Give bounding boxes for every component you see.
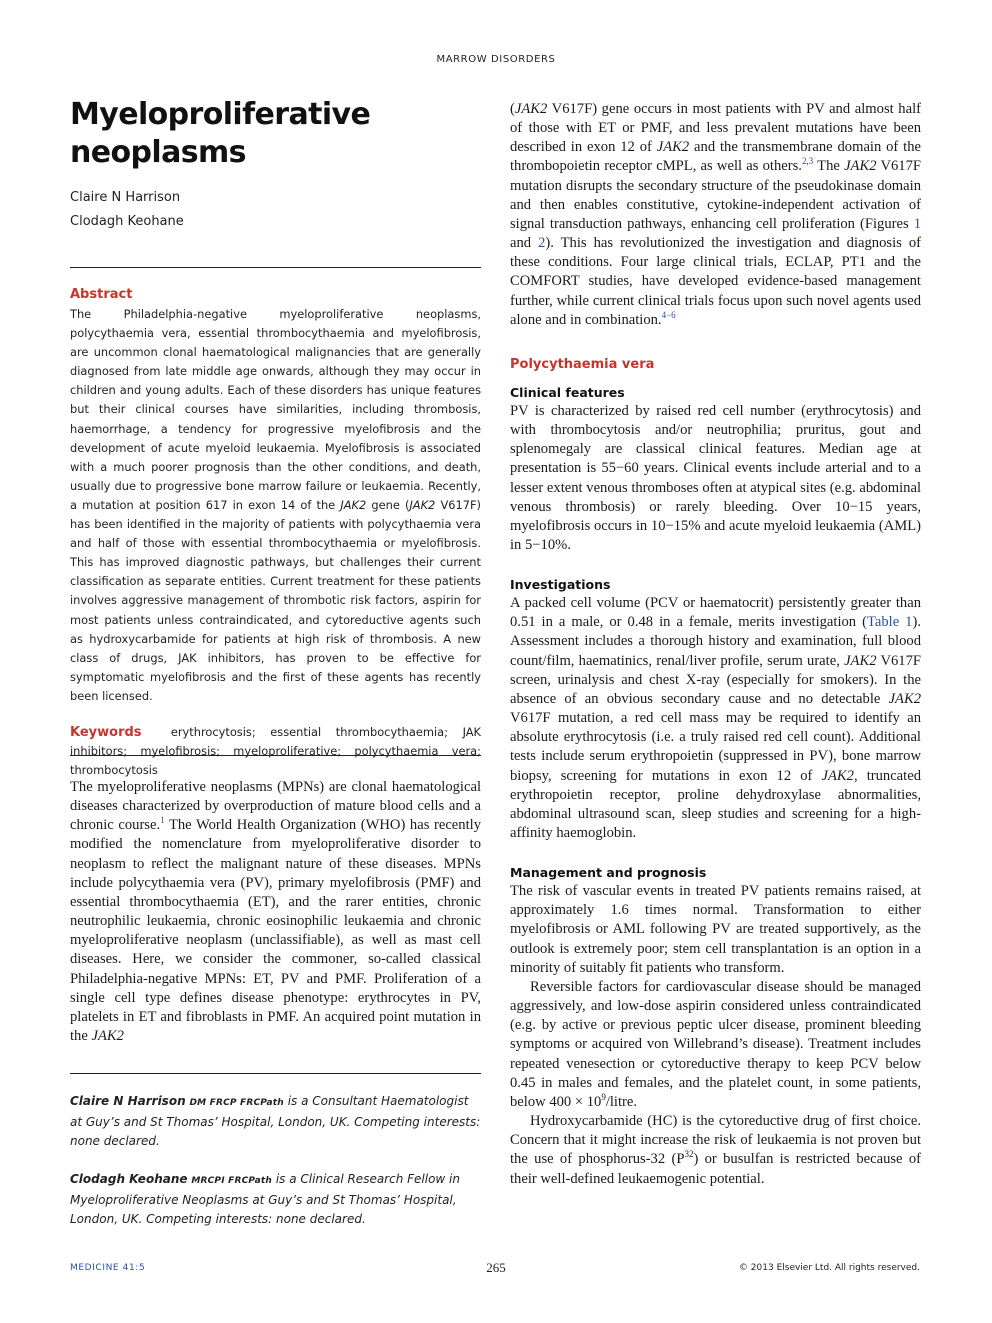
subsection-heading: Clinical features [510, 384, 625, 400]
divider-top [70, 267, 481, 268]
title-block [70, 96, 480, 234]
citation-link[interactable]: 1 [160, 815, 165, 826]
article-title [70, 96, 480, 172]
author-list [70, 186, 480, 234]
title-line-1: Myeloproliferative [70, 97, 371, 132]
intro-continued: (JAK2 V617F) gene occurs in most patients with PV and almost half of those with ET or PMF, and less prevalent mutations have been described in exon 12 of JAK2 and the transmembrane domain of the thrombopoietin receptor cMPL, as well as others.$^{2,3}$ The JAK2 V617F mutation disrupts the secondary structure of the pseudokinase domain and then enables constitutive, cytokine-independent activation of signal transduction pathways, enhancing cell proliferation (Figures 1 and 2). This has revolutionized the investigation and diagnosis of these conditions. Four large clinical trials, ECLAP, PT1 and the COMFORT studies, have developed evidence-based management further, while current clinical trials focus upon such novel agents used alone and in combination.$^{4-6}$ [510, 101, 921, 328]
page-number: 265 [486, 1260, 506, 1275]
footnote-keohane: Clodagh Keohane MRCPI FRCPath is a Clinical Research Fellow in Myeloproliferative Neoplasms at Guy’s and St Thomas’ Hospital, London, UK. Competing interests: none declared. [70, 1172, 460, 1227]
divider-abstract-end [70, 755, 481, 756]
footer-copyright: © 2013 Elsevier Ltd. All rights reserved. [738, 1263, 920, 1273]
footer-journal: MEDICINE 41:5 [70, 1263, 146, 1273]
keywords-label: Keywords [70, 724, 142, 740]
author-name: Clodagh Keohane [70, 214, 184, 229]
investigations-text: A packed cell volume (PCV or haematocrit) persistently greater than 0.51 in a male, or 0.48 in a female, merits investigation (Table 1). Assessment includes a thorough history and examination, full blood count/film, haematinics, renal/liver profile, serum urate, JAK2 V617F screen, urinalysis and chest X-ray (especially for smokers). In the absence of an obvious secondary cause and no detectable JAK2 V617F mutation, a red cell mass may be required to identify an absolute erythrocytosis (i.e. a truly raised red cell count). Additional tests include serum erythropoietin (suppressed in PV), bone marrow biopsy, screening for mutations in exon 12 of JAK2, truncated erythropoietin receptor, proline dehydroxylase abnormalities, abdominal ultrasound scan, sleep studies and screening for a high-affinity haemoglobin. [510, 595, 921, 841]
abstract-section [70, 286, 481, 780]
figure-link[interactable]: 1 [913, 215, 921, 232]
right-column [510, 100, 921, 1189]
table-link[interactable]: Table 1 [866, 614, 913, 631]
management-text: The risk of vascular events in treated PV patients remains raised, at approximately 1.6 times normal. Transformation to either myelofibrosis or AML following PV are treated supportively, as the outlook is extremely poor; stem cell transplantation is an option in a minority of suitably fit patients who transform. Reversible factors for cardiovascular disease should be managed aggressively, and low-dose aspirin considered unless contraindicated (e.g. by active or previous peptic ulcer disease, prominent bleeding symptoms or acquired von Willebrand’s disease). Treatment includes repeated venesection or cytoreductive therapy to keep PCV below 0.45 in males and females, and the platelet count, in some patients, below $400 \times 10^9$/litre. Hydroxycarbamide (HC) is the cytoreductive drug of first choice. Concern that it might increase the risk of leukaemia is not proven but the use of phosphorus-32 $(P^{32})$ or busulfan is restricted because of their well-defined leukaemogenic potential. [510, 883, 922, 1187]
section-heading: Polycythaemia vera [510, 356, 655, 372]
title-line-2: neoplasms [70, 135, 246, 170]
citation-link[interactable]: 4−6 [661, 309, 676, 320]
author-name: Claire N Harrison [70, 190, 181, 205]
abstract-heading: Abstract [70, 287, 133, 302]
intro-text: The myeloproliferative neoplasms (MPNs) are clonal haematological diseases characterized by overproduction of mature blood cells and a chronic course.$^1$ The World Health Organization (WHO) has recently modified the nomenclature from myeloproliferative disorder to neoplasm to reflect the malignant nature of these diseases. MPNs include polycythaemia vera (PV), primary myelofibrosis (PMF) and essential thrombocythaemia (ET), and the rarer entities, chronic neutrophilic leukaemia, chronic eosinophilic leukaemia and chronic myeloproliferative neoplasm (unclassifiable), as well as mast cell diseases. Here, we consider the commoner, so-called classical Philadelphia-negative MPNs: ET, PV and PMF. Proliferation of a single cell type defines disease phenotype: erythrocytes in PV, platelets in ET and fibroblasts in PMF. An acquired point mutation in the JAK2 [70, 779, 481, 1045]
running-header: MARROW DISORDERS [436, 54, 556, 65]
keywords [70, 723, 481, 780]
footnote-harrison: Claire N Harrison DM FRCP FRCPath is a Consultant Haematologist at Guy’s and St Thomas’ Hospital, London, UK. Competing interests: none declared. [70, 1094, 481, 1149]
keywords-text: erythrocytosis; essential thrombocythaemia; JAK inhibitors; myelofibrosis; myeloproliferative; polycythaemia vera; thrombocytosis [70, 724, 481, 778]
abstract-text: The Philadelphia-negative myeloproliferative neoplasms, polycythaemia vera, essential thrombocythaemia and myelofibrosis, are uncommon clonal haematological malignancies that are generally diagnosed from late middle age onwards, although they may occur in children and young adults. Each of these disorders has unique features but their clinical courses have similarities, including thrombosis, haemorrhage, a tendency for progressive myelofibrosis and the development of acute myeloid leukaemia. Myelofibrosis is associated with a much poorer prognosis than the other conditions, and death, usually due to progressive bone marrow failure or leukaemia. Recently, a mutation at position 617 in exon 14 of the JAK2 gene (JAK2 V617F) has been identified in the majority of patients with polycythaemia vera and half of those with essential thrombocythaemia or myelofibrosis. This has improved diagnostic pathways, but challenges their current classification as separate entities. Current treatment for these patients involves aggressive management of thrombotic risk factors, aspirin for most patients unless contraindicated, and cytoreductive agents such as hydroxycarbamide for patients at high risk of thrombosis. A new class of drugs, JAK inhibitors, has proven to be effective for symptomatic myelofibrosis and the first of these agents has recently been licensed. [70, 307, 481, 703]
figure-link[interactable]: 2 [538, 235, 546, 252]
subsection-heading: Investigations [510, 577, 611, 593]
clinical-features-text: PV is characterized by raised red cell number (erythrocytosis) and with thrombocytosis and/or neutrophilia; pruritus, gout and splenomegaly are classical clinical features. Median age at presentation is 55−60 years. Clinical events include arterial and to a lesser extent venous thromboses often at atypical sites (e.g. abdominal venous thrombosis) or rarely bleeding. Over 10−15 years, myelofibrosis occurs in 10−15% and acute myeloid leukaemia (AML) in 5−10%. [510, 402, 921, 553]
divider-footnotes [70, 1073, 481, 1074]
citation-link[interactable]: 3 [808, 156, 814, 167]
citation-link[interactable]: 2 [801, 156, 807, 167]
subsection-heading: Management and prognosis [510, 865, 707, 881]
